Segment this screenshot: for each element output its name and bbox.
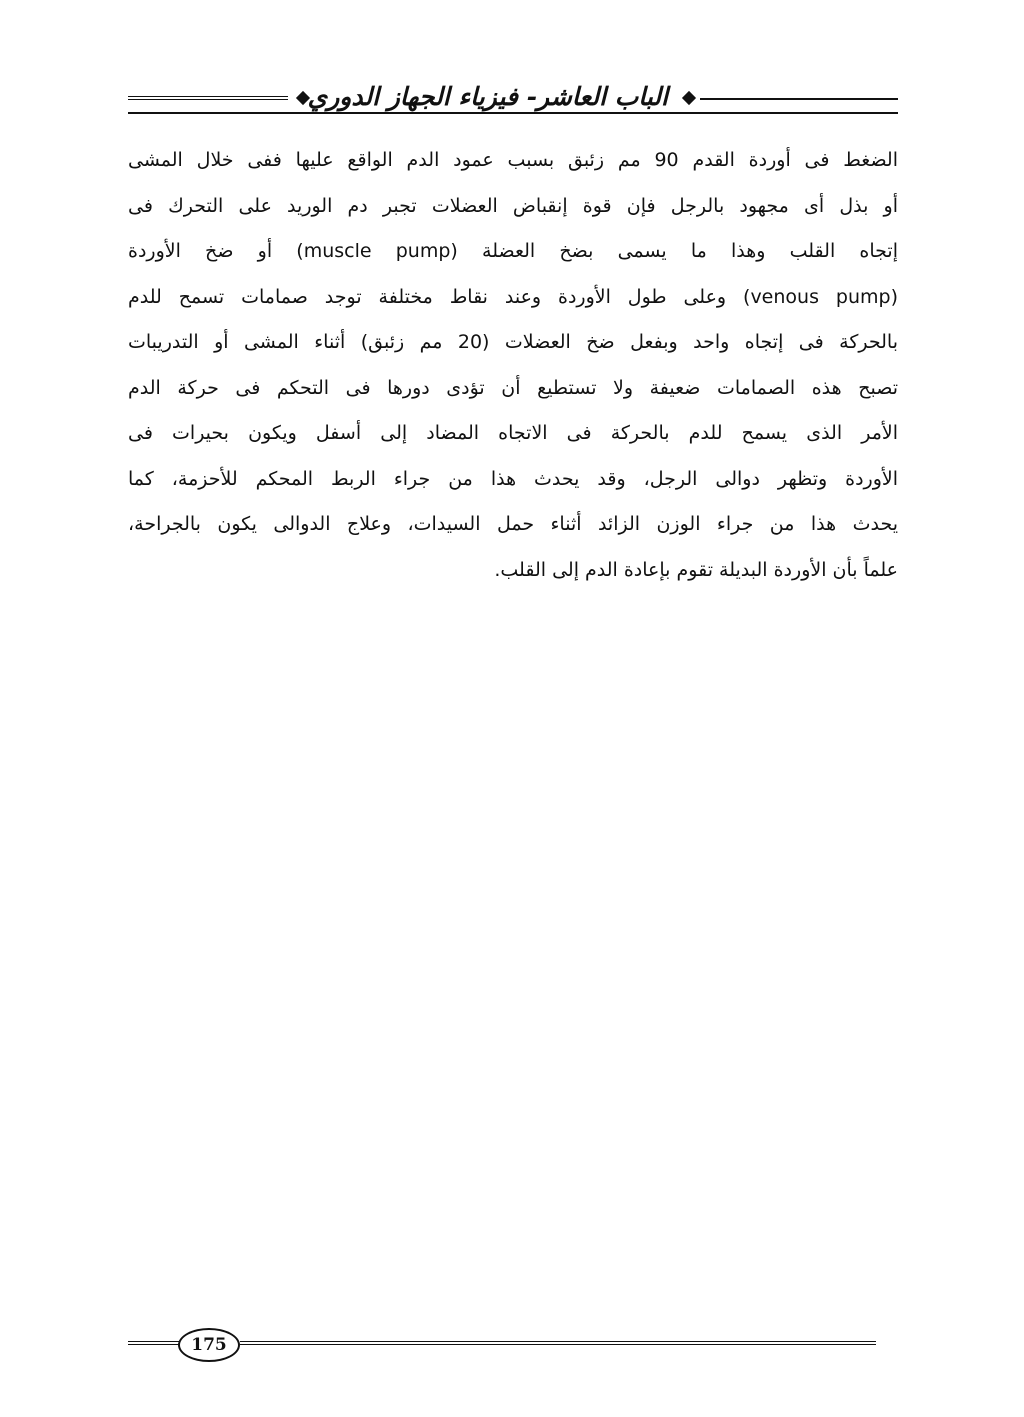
text-line: تصبح هذه الصمامات ضعيفة ولا تستطيع أن تؤدى دورها فى التحكم فى حركة الدم (128, 376, 898, 399)
page-footer (128, 1328, 888, 1368)
footer-rule-right (240, 1341, 876, 1345)
text-line: إتجاه القلب وهذا ما يسمى بضخ العضلة (muscle pump) أو ضخ الأوردة (128, 240, 898, 262)
text-line: الأوردة وتظهر دوالى الرجل، وقد يحدث هذا من جراء الربط المحكم للأحزمة، كما (128, 467, 898, 490)
body-text (128, 138, 898, 593)
page-number: 175 (178, 1328, 240, 1362)
header-underline (128, 112, 898, 114)
text-line: بالحركة فى إتجاه واحد وبفعل ضخ العضلات (20 مم زئبق) أثناء المشى أو التدريبات (128, 331, 898, 353)
running-header (128, 76, 898, 122)
header-rule-left (128, 96, 288, 100)
text-line: الأمر الذى يسمح للدم بالحركة فى الاتجاه المضاد إلى أسفل ويكون بحيرات فى (128, 422, 898, 444)
chapter-title: الباب العاشر- فيزياء الجهاز الدوري (307, 82, 668, 111)
text-line: (venous pump) وعلى طول الأوردة وعند نقاط مختلفة توجد صمامات تسمح للدم (128, 285, 898, 308)
header-rule-right (700, 98, 898, 100)
footer-rule-left (128, 1341, 182, 1345)
text-line: الضغط فى أوردة القدم 90 مم زئبق بسبب عمود الدم الواقع عليها ففى خلال المشى (128, 149, 898, 171)
text-line: يحدث هذا من جراء الوزن الزائد أثناء حمل السيدات، وعلاج الدوالى يكون بالجراحة، (128, 513, 898, 535)
text-line: علماً بأن الأوردة البديلة تقوم بإعادة الدم إلى القلب. (494, 558, 898, 581)
text-line: أو بذل أى مجهود بالرجل فإن قوة إنقباض العضلات تجبر دم الوريد على التحرك فى (128, 194, 898, 217)
header-ornament-right (682, 91, 696, 105)
